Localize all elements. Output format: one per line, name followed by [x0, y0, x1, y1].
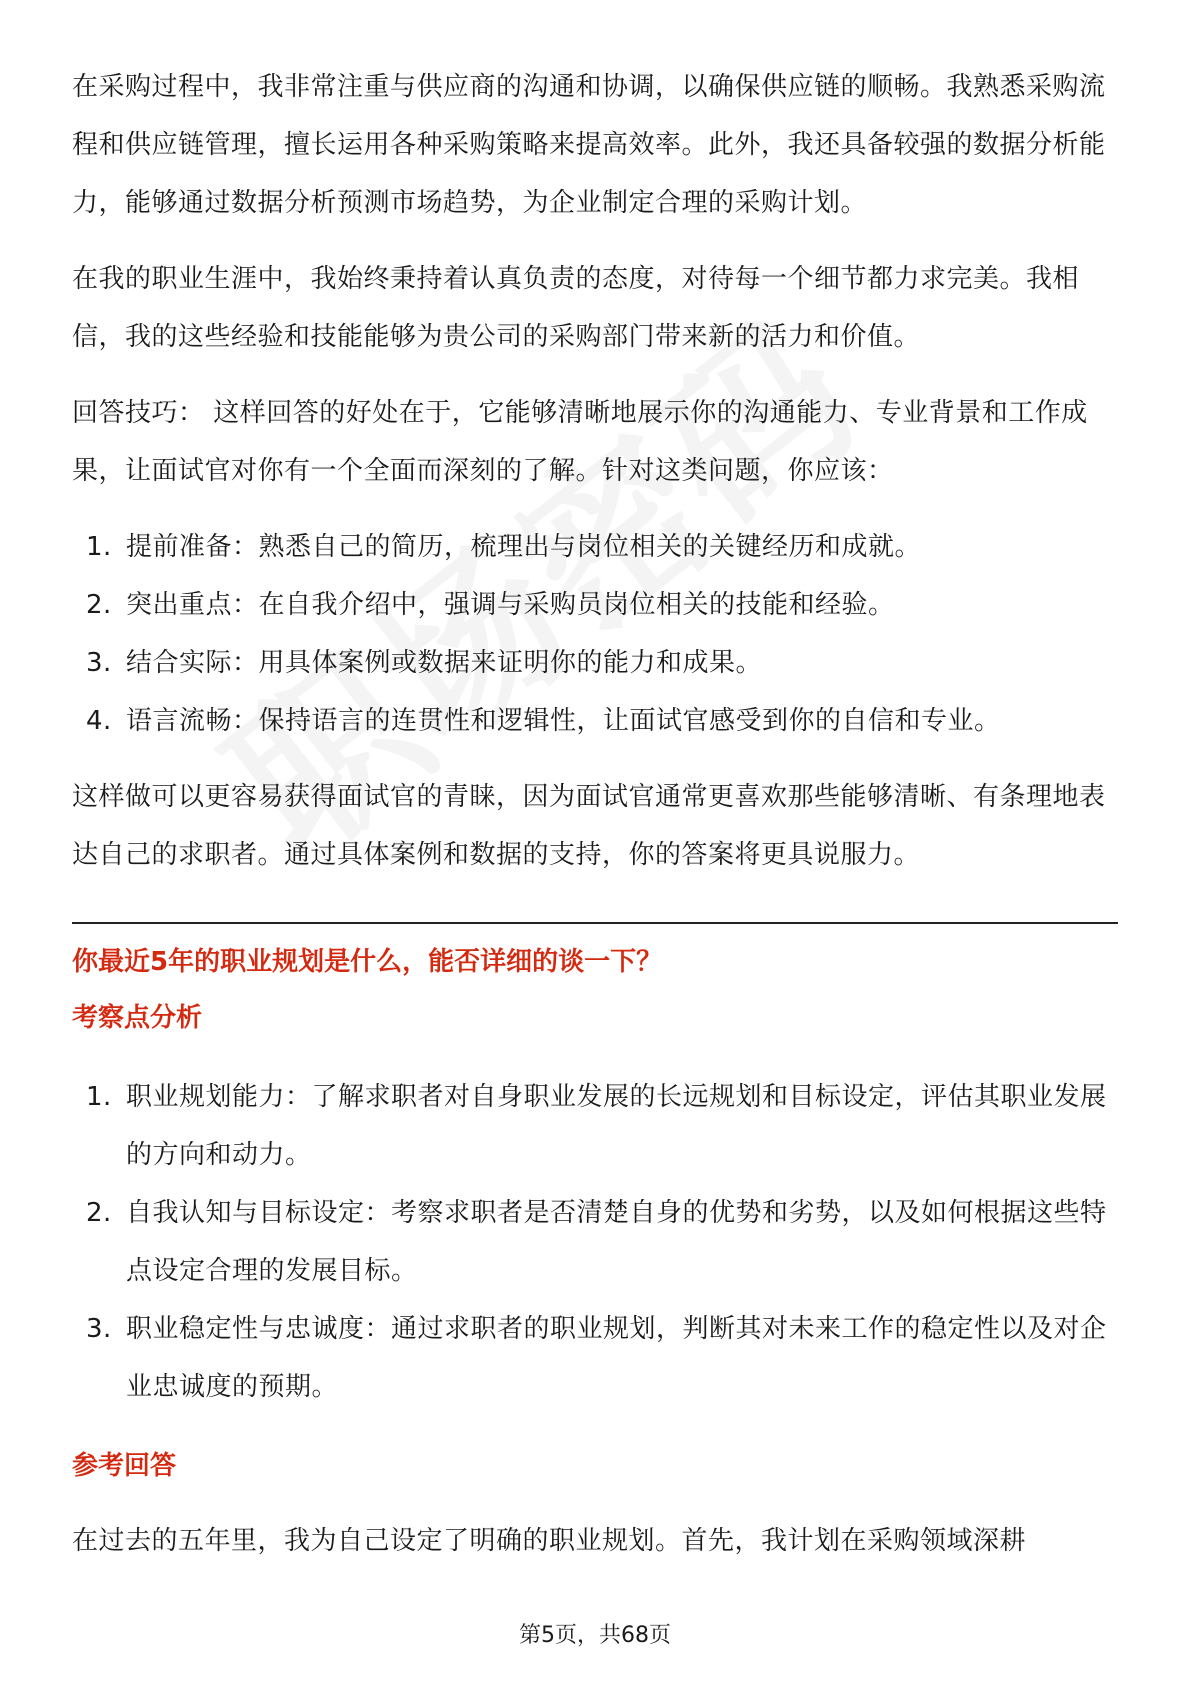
list-number: 1. — [86, 1082, 112, 1112]
section-divider — [72, 922, 1118, 924]
paragraph-answer-start: 在过去的五年里，我为自己设定了明确的职业规划。首先，我计划在采购领域深耕 — [72, 1526, 1027, 1556]
list-text: 突出重点：在自我介绍中，强调与采购员岗位相关的技能和经验。 — [126, 590, 895, 620]
list-text: 语言流畅：保持语言的连贯性和逻辑性，让面试官感受到你的自信和专业。 — [126, 706, 1001, 736]
paragraph-closing: 这样做可以更容易获得面试官的青睐，因为面试官通常更喜欢那些能够清晰、有条理地表达自己的求职者。通过具体案例和数据的支持，你的答案将更具说服力。 — [72, 782, 1106, 870]
list-item — [72, 518, 1118, 576]
list-text: 自我认知与目标设定：考察求职者是否清楚自身的优势和劣势，以及如何根据这些特点设定合理的发展目标。 — [126, 1198, 1107, 1286]
page-content — [72, 58, 1118, 1570]
list-number: 4. — [86, 706, 112, 736]
page-footer: 第5页，共68页 — [519, 1623, 671, 1648]
paragraph-procurement-experience: 在采购过程中，我非常注重与供应商的沟通和协调，以确保供应链的顺畅。我熟悉采购流程和供应链管理，擅长运用各种采购策略来提高效率。此外，我还具备较强的数据分析能力，能够通过数据分析预测市场趋势，为企业制定合理的采购计划。 — [72, 72, 1106, 218]
list-item — [72, 1184, 1118, 1300]
list-item — [72, 1068, 1118, 1184]
paragraph-career-attitude: 在我的职业生涯中，我始终秉持着认真负责的态度，对待每一个细节都力求完美。我相信，我的这些经验和技能能够为贵公司的采购部门带来新的活力和价值。 — [72, 264, 1080, 352]
tips-list — [72, 518, 1118, 750]
list-text: 职业规划能力：了解求职者对自身职业发展的长远规划和目标设定，评估其职业发展的方向和动力。 — [126, 1082, 1107, 1170]
list-item — [72, 576, 1118, 634]
question-title: 你最近5年的职业规划是什么，能否详细的谈一下？ — [72, 947, 663, 977]
list-item — [72, 1300, 1118, 1416]
list-item — [72, 634, 1118, 692]
analysis-list — [72, 1068, 1118, 1416]
list-text: 职业稳定性与忠诚度：通过求职者的职业规划，判断其对未来工作的稳定性以及对企业忠诚度的预期。 — [126, 1314, 1107, 1402]
list-number: 2. — [86, 1198, 112, 1228]
paragraph-answer-tips: 回答技巧： 这样回答的好处在于，它能够清晰地展示你的沟通能力、专业背景和工作成果，让面试官对你有一个全面而深刻的了解。针对这类问题，你应该： — [72, 398, 1088, 486]
list-item — [72, 692, 1118, 750]
list-number: 1. — [86, 532, 112, 562]
analysis-heading: 考察点分析 — [72, 1003, 203, 1033]
list-text: 结合实际：用具体案例或数据来证明你的能力和成果。 — [126, 648, 763, 678]
list-number: 3. — [86, 648, 112, 678]
list-number: 2. — [86, 590, 112, 620]
list-text: 提前准备：熟悉自己的简历，梳理出与岗位相关的关键经历和成就。 — [126, 532, 922, 562]
answer-heading: 参考回答 — [72, 1451, 177, 1481]
list-number: 3. — [86, 1314, 112, 1344]
